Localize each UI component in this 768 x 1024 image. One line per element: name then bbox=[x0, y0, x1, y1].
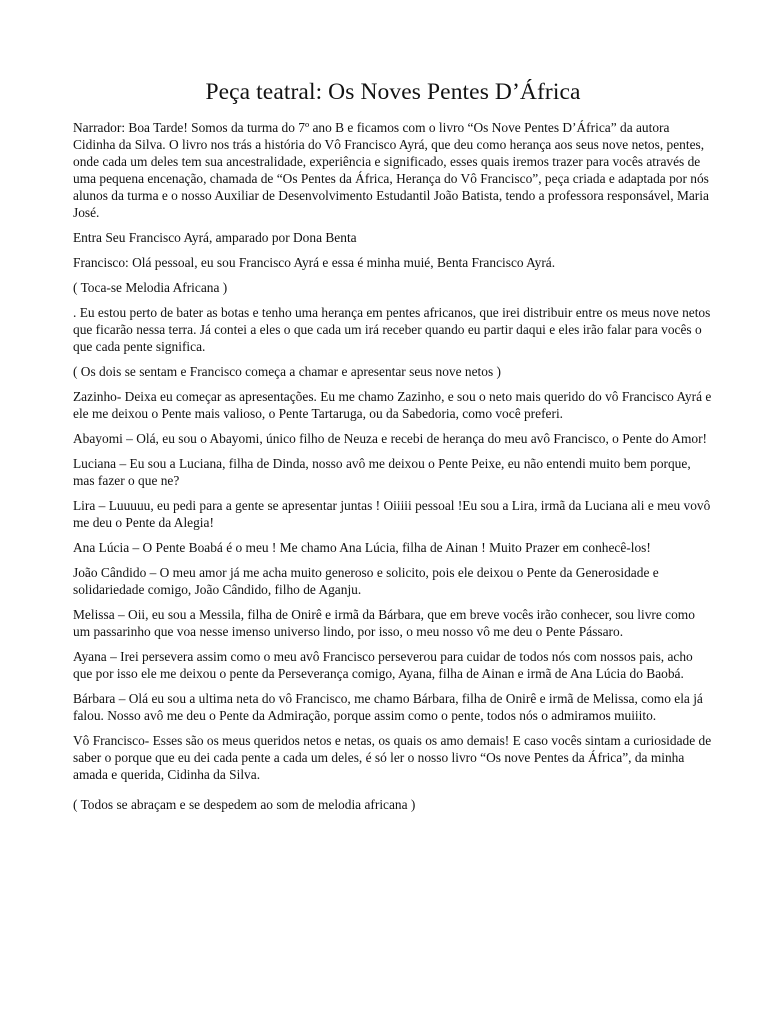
paragraph-melissa: Melissa – Oii, eu sou a Messila, filha de Onirê e irmã da Bárbara, que em breve vocês irão conhecer, sou livre como um passarinho que voa nesse imenso universo lindo, por isso, o meu nosso vô me deu o Pente Pássaro. bbox=[73, 607, 695, 639]
paragraph-barbara: Bárbara – Olá eu sou a ultima neta do vô Francisco, me chamo Bárbara, filha de Onirê e irmã de Melissa, como ela já falou. Nosso avô me deu o Pente da Admiração, porque assim como o pente, todos nós o admiramos muiiito. bbox=[73, 691, 703, 723]
paragraph-narrador: Narrador: Boa Tarde! Somos da turma do 7º ano B e ficamos com o livro “Os Nove Pentes D’África” da autora Cidinha da Silva. O livro nos trás a história do Vô Francisco Ayrá, que deu como herança aos seus nove netos, pentes, onde cada um deles tem sua ancestralidade, experiência e significado, esses quais iremos trazer para vocês através de uma pequena encenação, chamada de “Os Pentes da África, Herança do Vô Francisco”, peça criada e adaptada por nós alunos da turma e o nosso Auxiliar de Desenvolvimento Estudantil João Batista, tendo a professora responsável, Maria José. bbox=[73, 120, 709, 220]
paragraph-vo-francisco: Vô Francisco- Esses são os meus queridos netos e netas, os quais os amo demais! E caso vocês sintam a curiosidade de saber o porque que eu dei cada pente a cada um deles, é só ler o nosso livro “Os nove Pentes da África”, da minha amada e querida, Cidinha da Silva. bbox=[73, 733, 712, 782]
paragraph-abayomi: Abayomi – Olá, eu sou o Abayomi, único filho de Neuza e recebi de herança do meu avô Francisco, o Pente do Amor! bbox=[73, 431, 708, 446]
document-page bbox=[73, 78, 713, 821]
paragraph-ana-lucia: Ana Lúcia – O Pente Boabá é o meu ! Me chamo Ana Lúcia, filha de Ainan ! Muito Prazer em conhecê-los! bbox=[73, 540, 651, 555]
paragraph-ayana: Ayana – Irei persevera assim como o meu avô Francisco perseverou para cuidar de todos nós com nossos pais, acho que por isso ele me deixou o pente da Perseverança comigo, Ayana, filha de Ainan e irmã de Ana Lúcia do Baobá. bbox=[73, 649, 693, 681]
paragraph-luciana: Luciana – Eu sou a Luciana, filha de Dinda, nosso avô me deixou o Pente Peixe, eu não entendi muito bem porque, mas fazer o que ne? bbox=[73, 456, 691, 488]
paragraph-stage-melody: ( Toca-se Melodia Africana ) bbox=[73, 280, 228, 295]
paragraph-francisco-heranca: . Eu estou perto de bater as botas e tenho uma herança em pentes africanos, que irei distribuir entre os meus nove netos que ficarão nessa terra. Já contei a eles o que cada um irá receber quando eu partir daqui e eles irão falar para vocês o que cada pente significa. bbox=[73, 305, 711, 354]
paragraph-stage-entrance: Entra Seu Francisco Ayrá, amparado por Dona Benta bbox=[73, 230, 357, 245]
paragraph-stage-final: ( Todos se abraçam e se despedem ao som de melodia africana ) bbox=[73, 797, 416, 812]
paragraph-zazinho: Zazinho- Deixa eu começar as apresentações. Eu me chamo Zazinho, e sou o neto mais querido do vô Francisco Ayrá e ele me deixou o Pente mais valioso, o Pente Tartaruga, ou da Sabedoria, como você preferi. bbox=[73, 389, 712, 421]
paragraph-stage-sentam: ( Os dois se sentam e Francisco começa a chamar e apresentar seus nove netos ) bbox=[73, 364, 501, 379]
paragraph-joao-candido: João Cândido – O meu amor já me acha muito generoso e solicito, pois ele deixou o Pente da Generosidade e solidariedade comigo, João Cândido, filho de Aganju. bbox=[73, 565, 659, 597]
document-title: Peça teatral: Os Noves Pentes D’África bbox=[205, 79, 581, 105]
paragraph-lira: Lira – Luuuuu, eu pedi para a gente se apresentar juntas ! Oiiiii pessoal !Eu sou a Lira, irmã da Luciana ali e meu vovô me deu o Pente da Alegia! bbox=[73, 498, 711, 530]
paragraph-francisco: Francisco: Olá pessoal, eu sou Francisco Ayrá e essa é minha muié, Benta Francisco Ayrá. bbox=[73, 255, 556, 270]
